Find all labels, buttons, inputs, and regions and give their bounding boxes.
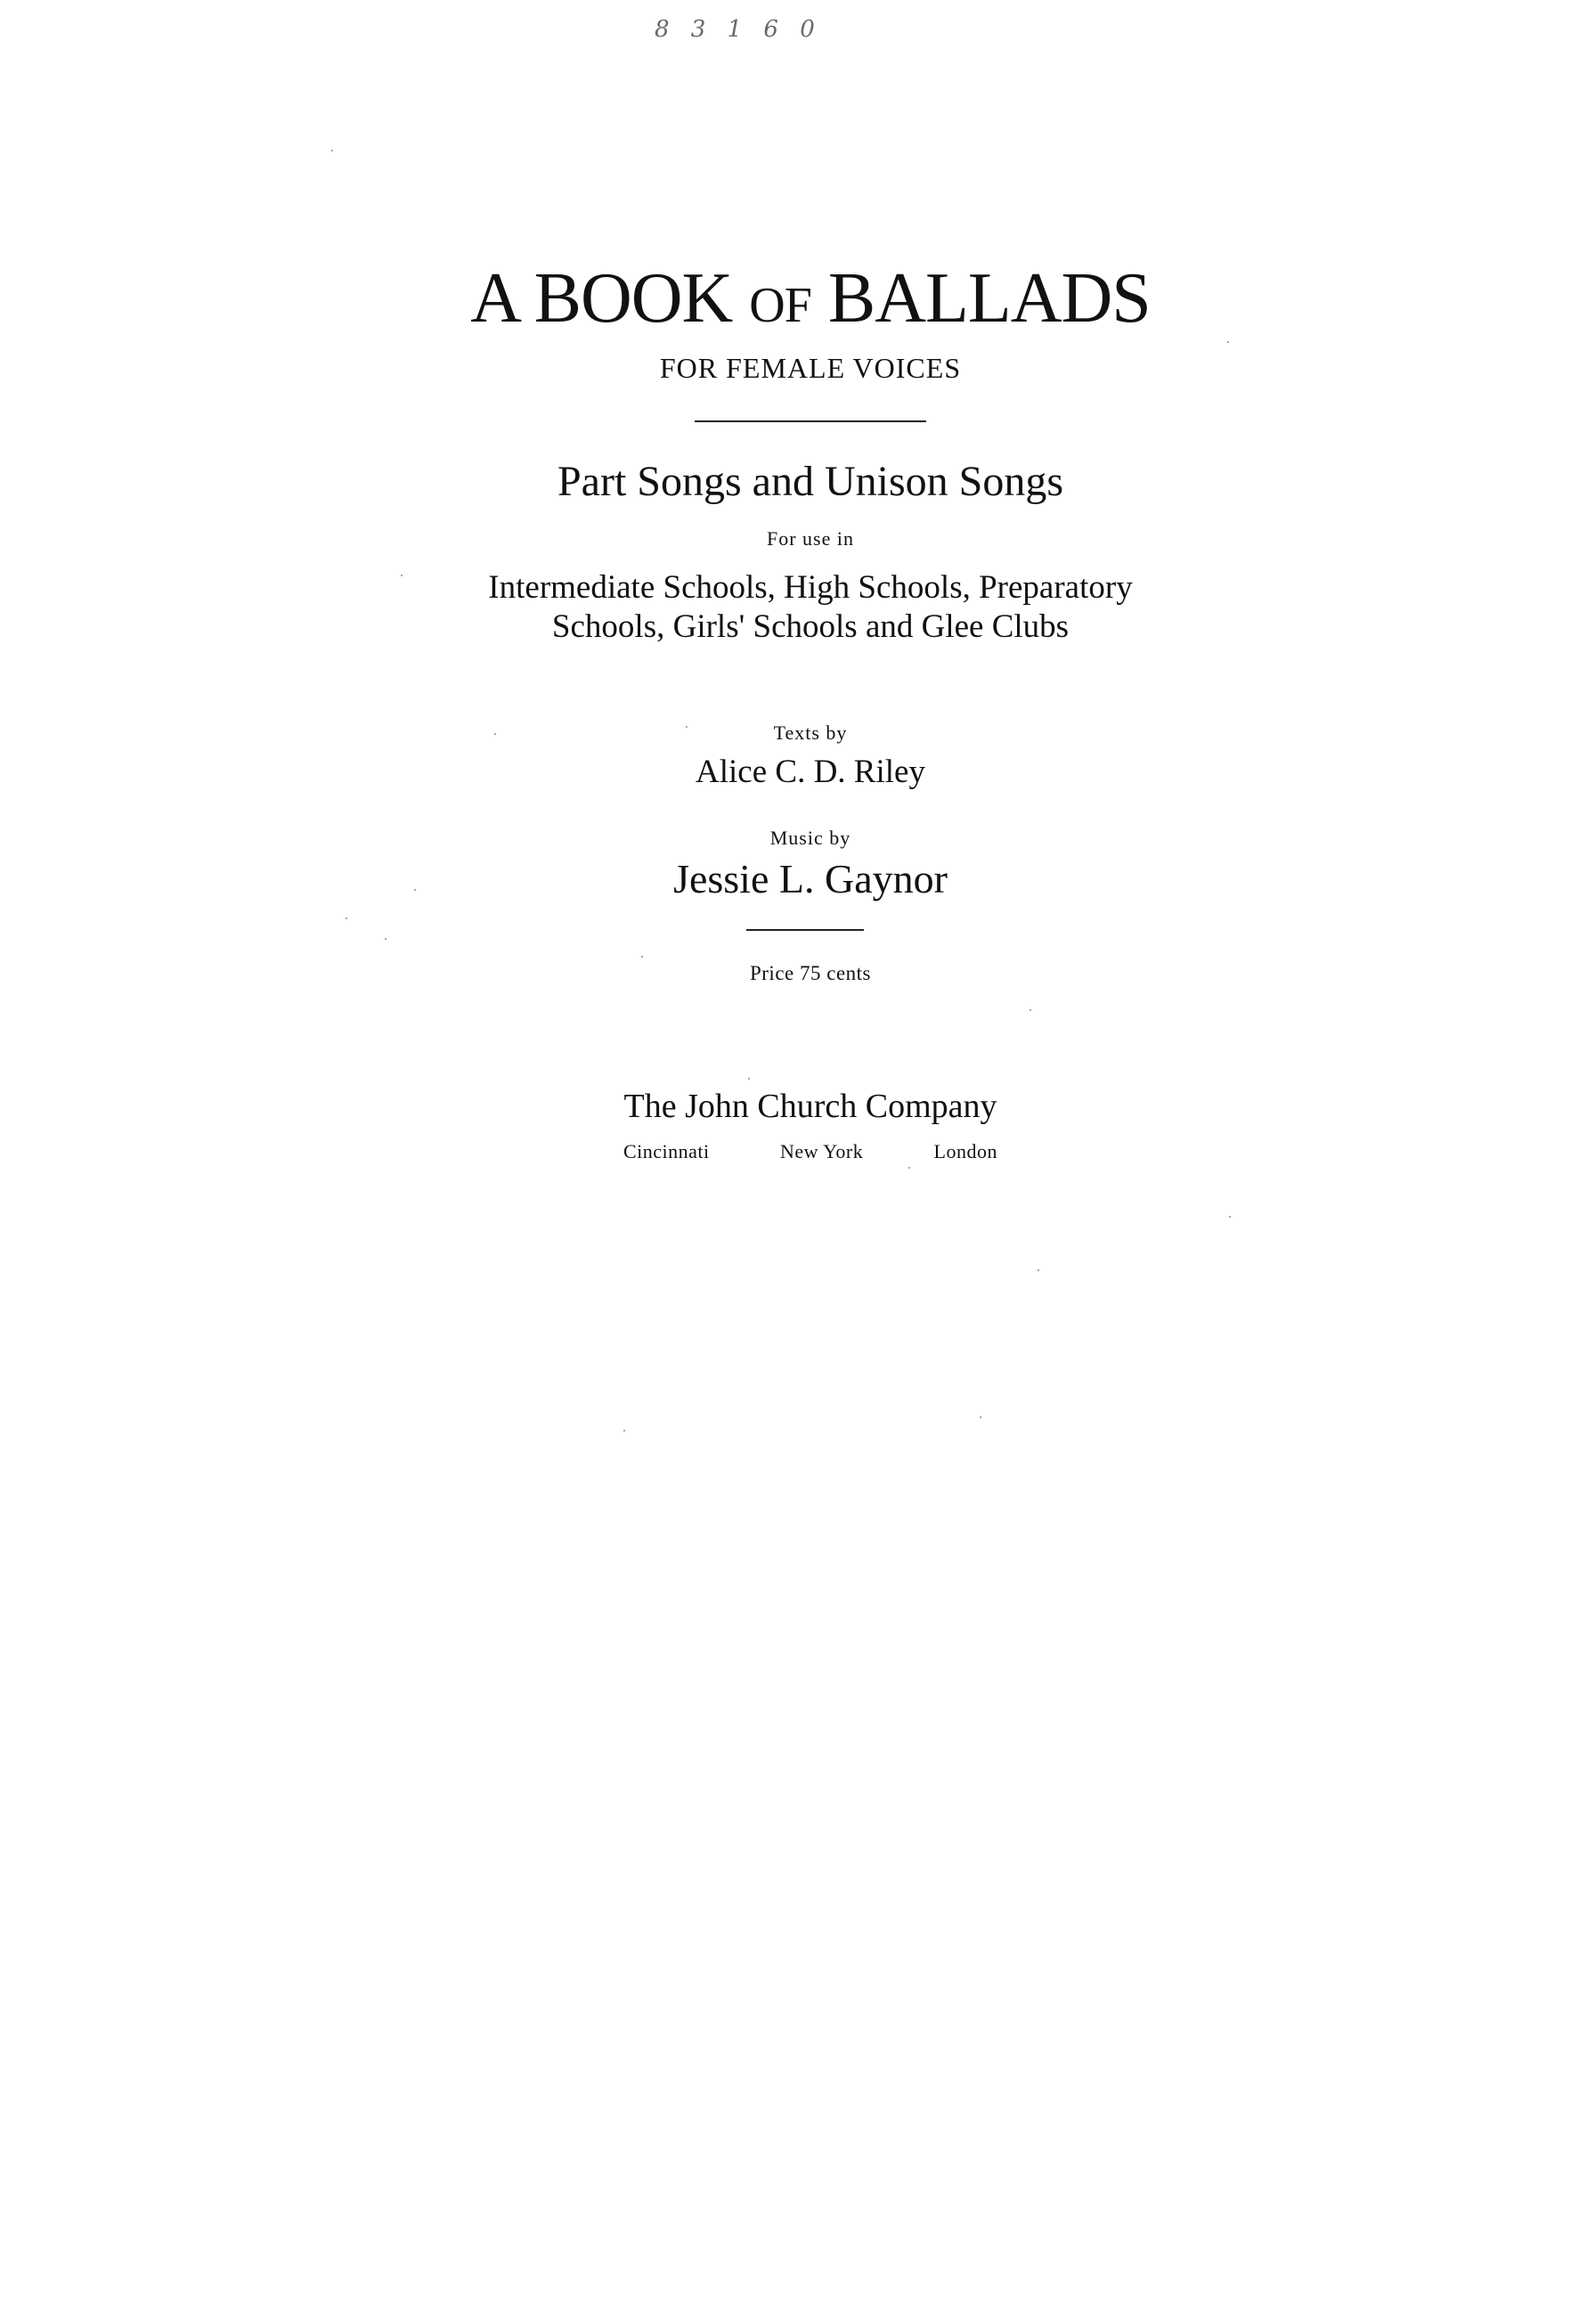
speck (686, 726, 688, 728)
city-1: Cincinnati (623, 1140, 710, 1162)
texts-author: Alice C. D. Riley (696, 754, 925, 790)
speck (980, 1416, 981, 1418)
speck (748, 1078, 750, 1080)
speck (1038, 1269, 1039, 1271)
speck (623, 1430, 625, 1431)
schools-list (0, 568, 1595, 647)
texts-by-label: Texts by (773, 722, 848, 744)
speck (331, 150, 333, 151)
schools-line-2: Schools, Girls' Schools and Glee Clubs (551, 608, 1070, 645)
handwritten-catalog-number: 8 3 1 6 0 (655, 16, 822, 43)
book-title-part-2: OF (749, 278, 811, 333)
for-use-label: For use in (767, 527, 854, 550)
book-title (0, 258, 1595, 339)
price-label: Price 75 cents (749, 962, 871, 984)
book-title-part-3: BALLADS (827, 259, 1151, 338)
speck (494, 733, 496, 735)
publisher-name: The John Church Company (623, 1088, 997, 1125)
music-composer: Jessie L. Gaynor (673, 856, 948, 901)
speck (385, 938, 387, 940)
book-subtitle: FOR FEMALE VOICES (659, 352, 962, 384)
city-3: London (933, 1140, 997, 1162)
speck (1029, 1009, 1031, 1011)
speck (908, 1167, 910, 1169)
divider-rule (695, 420, 926, 422)
collection-heading: Part Songs and Unison Songs (557, 458, 1064, 505)
speck (641, 956, 643, 958)
city-2: New York (779, 1140, 864, 1162)
speck (401, 575, 403, 576)
speck (414, 889, 416, 891)
speck (1227, 341, 1229, 343)
publisher-cities (623, 1140, 997, 1163)
schools-line-1: Intermediate Schools, High Schools, Preparatory (488, 569, 1133, 606)
book-title-part-1: A BOOK (470, 259, 733, 338)
music-by-label: Music by (769, 827, 851, 849)
speck (346, 917, 347, 919)
speck (1229, 1216, 1231, 1218)
divider-rule-small (746, 929, 864, 931)
